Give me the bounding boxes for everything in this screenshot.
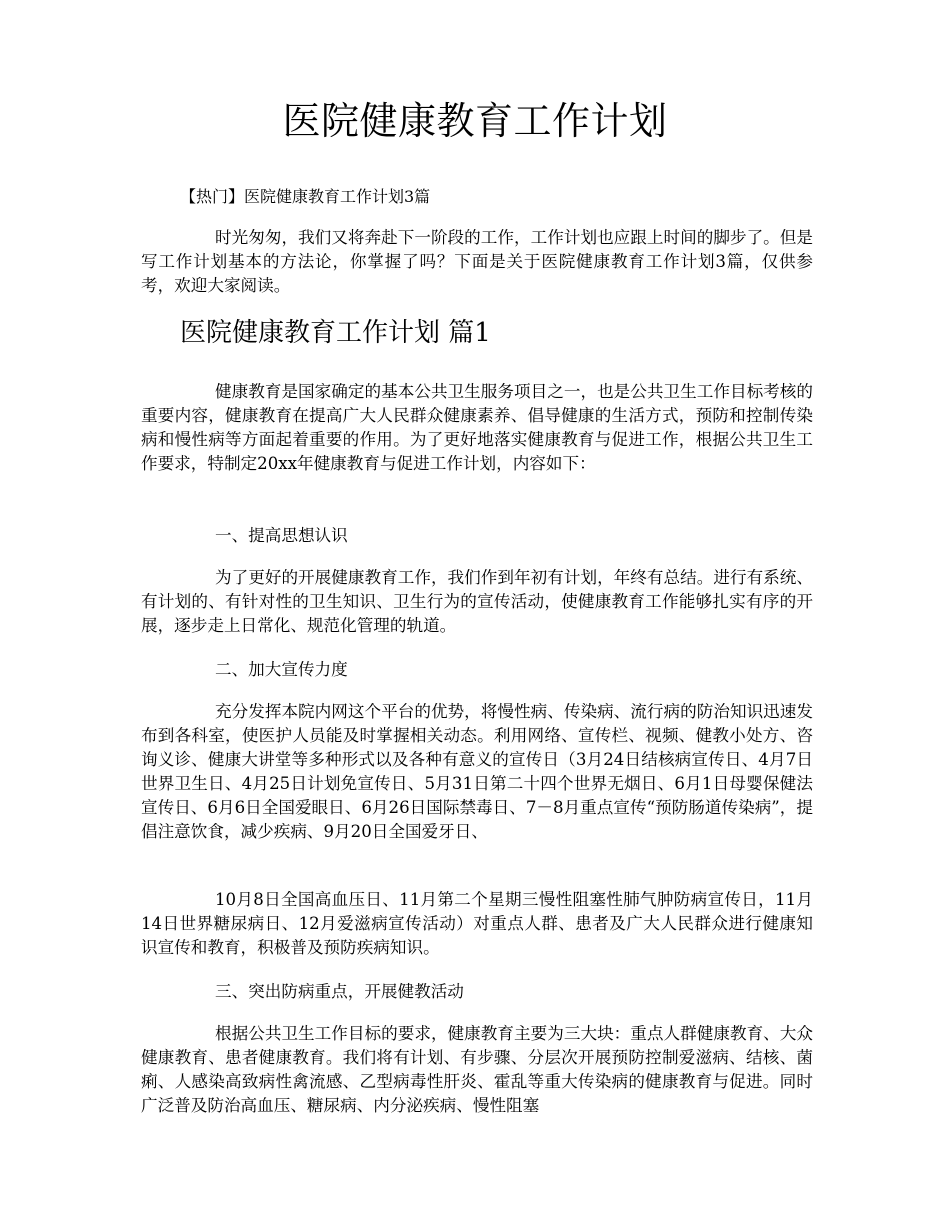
- paragraph-2: 为了更好的开展健康教育工作，我们作到年初有计划，年终有总结。进行有系统、有计划的、有针对性的卫生知识、卫生行为的宣传活动，使健康教育工作能够扎实有序的开展，逐步走上日常化、规范化管理的轨道。: [141, 568, 813, 635]
- document-title: 医院健康教育工作计划: [282, 99, 668, 143]
- paragraph-4: 10月8日全国高血压日、11月第二个星期三慢性阻塞性肺气肿防病宣传日，11月14日世界糖尿病日、12月爱滋病宣传活动）对重点人群、患者及广大人民群众进行健康知识宣传和教育，积极普及预防疾病知识。: [141, 890, 813, 957]
- paragraph-5: 根据公共卫生工作目标的要求，健康教育主要为三大块：重点人群健康教育、大众健康教育、患者健康教育。我们将有计划、有步骤、分层次开展预防控制爱滋病、结核、菌痢、人感染高致病性禽流感、乙型病毒性肝炎、霍乱等重大传染病的健康教育与促进。同时广泛普及防治高血压、糖尿病、内分泌疾病、慢性阻塞: [141, 1024, 813, 1115]
- paragraph-3: 充分发挥本院内网这个平台的优势，将慢性病、传染病、流行病的防治知识迅速发布到各科室，使医护人员能及时掌握相关动态。利用网络、宣传栏、视频、健教小处方、咨询义诊、健康大讲堂等多种形式以及各种有意义的宣传日（3月24日结核病宣传日、4月7日世界卫生日、4月25日计划免宣传日、5月31日第二十四个世界无烟日、6月1日母婴保健法宣传日、6月6日全国爱眼日、6月26日国际禁毒日、7－8月重点宣传“预防肠道传染病”，提倡注意饮食，减少疾病、9月20日全国爱牙日、: [141, 702, 813, 841]
- intro-paragraph: 时光匆匆，我们又将奔赴下一阶段的工作，工作计划也应跟上时间的脚步了。但是写工作计划基本的方法论，你掌握了吗？下面是关于医院健康教育工作计划3篇，仅供参考，欢迎大家阅读。: [141, 228, 813, 295]
- heading-1: 一、提高思想认识: [215, 526, 348, 545]
- section-title: 医院健康教育工作计划 篇1: [180, 318, 491, 348]
- heading-2: 二、加大宣传力度: [215, 660, 348, 679]
- heading-3: 三、突出防病重点，开展健教活动: [215, 982, 464, 1001]
- document-tagline: 【热门】医院健康教育工作计划3篇: [180, 187, 431, 206]
- paragraph-1: 健康教育是国家确定的基本公共卫生服务项目之一，也是公共卫生工作目标考核的重要内容，健康教育在提高广大人民群众健康素养、倡导健康的生活方式，预防和控制传染病和慢性病等方面起着重要的作用。为了更好地落实健康教育与促进工作，根据公共卫生工作要求，特制定20xx年健康教育与促进工作计划，内容如下：: [141, 382, 813, 473]
